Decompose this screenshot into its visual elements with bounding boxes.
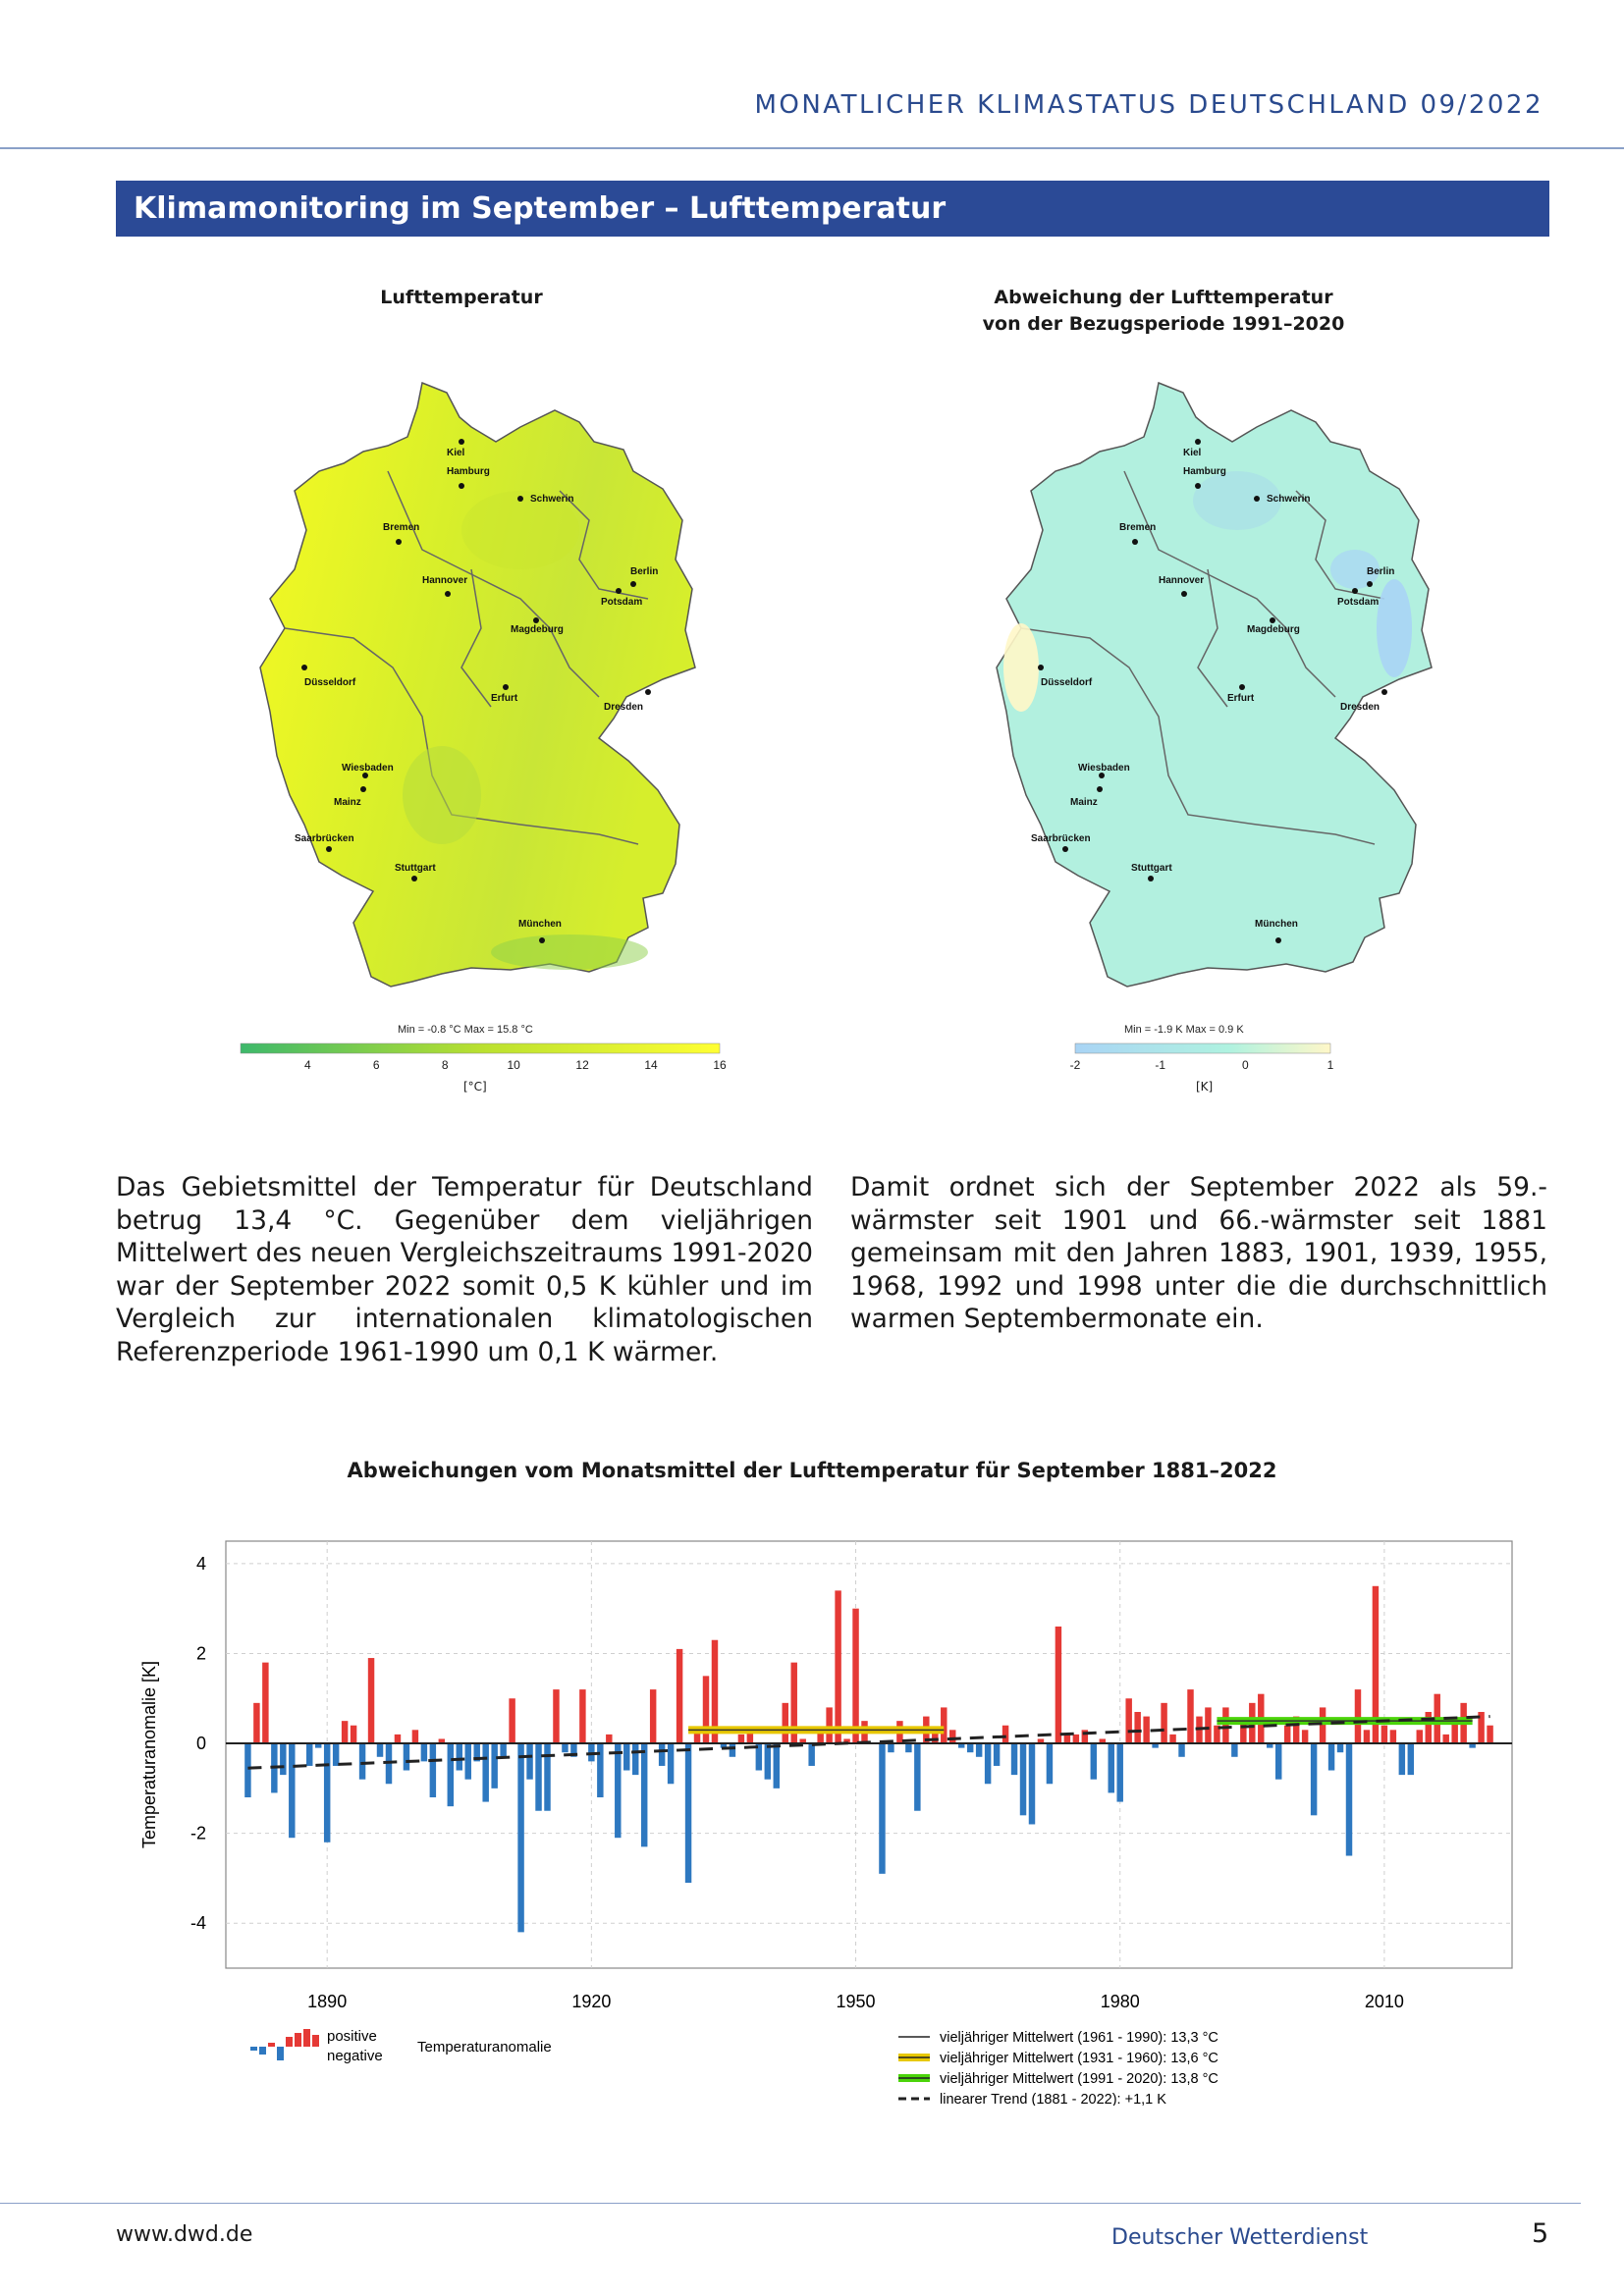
anomaly-bar bbox=[500, 1743, 506, 1757]
anomaly-bar bbox=[1091, 1743, 1097, 1780]
legend-entry: vieljähriger Mittelwert (1991 - 2020): 13,8 °C bbox=[940, 2071, 1218, 2087]
city-label: Kiel bbox=[1183, 448, 1202, 458]
city-label: Kiel bbox=[447, 448, 465, 458]
anomaly-bar bbox=[1311, 1743, 1317, 1815]
scale-tick-label: 8 bbox=[441, 1058, 449, 1072]
city-label: Saarbrücken bbox=[295, 833, 354, 844]
scale-tick-label: -1 bbox=[1155, 1058, 1165, 1072]
anomaly-bar bbox=[1161, 1703, 1166, 1743]
anomaly-bar bbox=[852, 1609, 858, 1743]
anomaly-bar bbox=[1134, 1712, 1140, 1743]
city-label: Dresden bbox=[604, 702, 644, 713]
y-tick-label: 4 bbox=[195, 1553, 206, 1574]
color-scale bbox=[1075, 1043, 1330, 1053]
legend-swatch bbox=[277, 2047, 284, 2060]
anomaly-bar bbox=[941, 1707, 947, 1743]
y-tick-label: 0 bbox=[195, 1734, 206, 1754]
anomaly-bar bbox=[333, 1743, 339, 1766]
plot-frame bbox=[226, 1541, 1512, 1968]
anomaly-bar bbox=[491, 1743, 497, 1789]
anomaly-bar bbox=[1020, 1743, 1026, 1815]
anomaly-bar bbox=[879, 1743, 885, 1874]
legend-entry: vieljähriger Mittelwert (1961 - 1990): 13,3 °C bbox=[940, 2030, 1218, 2046]
anomaly-bar bbox=[1073, 1735, 1079, 1743]
legend-entry: linearer Trend (1881 - 2022): +1,1 K bbox=[940, 2092, 1166, 2106]
scale-tick-label: 1 bbox=[1326, 1058, 1334, 1072]
city-label: Potsdam bbox=[601, 597, 643, 608]
legend-anomaly-label: Temperaturanomalie bbox=[417, 2039, 552, 2056]
section-title: Klimamonitoring im September – Lufttemperatur bbox=[116, 181, 1549, 237]
y-tick-label: -2 bbox=[189, 1823, 206, 1843]
anomaly-bar bbox=[368, 1658, 374, 1743]
anomaly-bar bbox=[905, 1743, 911, 1752]
city-label: Hamburg bbox=[1183, 466, 1226, 477]
anomaly-bar bbox=[659, 1743, 665, 1766]
city-label: Bremen bbox=[383, 522, 420, 533]
anomaly-bar bbox=[535, 1743, 541, 1811]
anomaly-bar bbox=[1143, 1717, 1149, 1743]
legend-swatch bbox=[295, 2033, 301, 2047]
anomaly-bar bbox=[465, 1743, 471, 1780]
anomaly-bar bbox=[1125, 1698, 1131, 1743]
anomaly-bar bbox=[1056, 1627, 1061, 1743]
city-label: Mainz bbox=[334, 797, 361, 808]
city-label: München bbox=[518, 919, 562, 930]
header-rule bbox=[0, 147, 1624, 149]
city-label: Stuttgart bbox=[1131, 863, 1172, 874]
x-tick-label: 2010 bbox=[1364, 1992, 1404, 2011]
city-label: Bremen bbox=[1119, 522, 1157, 533]
city-label: Wiesbaden bbox=[342, 763, 394, 774]
anomaly-bar bbox=[306, 1743, 312, 1766]
scale-tick-label: 12 bbox=[575, 1058, 589, 1072]
anomaly-bar bbox=[1231, 1743, 1237, 1757]
anomaly-bar bbox=[1355, 1689, 1361, 1743]
anomaly-bar bbox=[632, 1743, 638, 1775]
city-label: Saarbrücken bbox=[1031, 833, 1091, 844]
legend-entry: vieljähriger Mittelwert (1931 - 1960): 13,6 °C bbox=[940, 2051, 1218, 2066]
anomaly-bar bbox=[421, 1743, 427, 1761]
anomaly-bar bbox=[1284, 1726, 1290, 1743]
anomaly-bar bbox=[1337, 1743, 1343, 1752]
anomaly-bar bbox=[1116, 1743, 1122, 1802]
legend-swatch bbox=[268, 2043, 275, 2047]
anomaly-bar bbox=[615, 1743, 621, 1838]
anomaly-bar bbox=[783, 1703, 788, 1743]
city-label: Hannover bbox=[1159, 575, 1205, 586]
anomaly-bar bbox=[597, 1743, 603, 1797]
anomaly-bar bbox=[774, 1743, 780, 1789]
legend-negative: negative bbox=[327, 2048, 383, 2064]
anomaly-bar bbox=[1002, 1726, 1008, 1743]
scale-tick-label: -2 bbox=[1069, 1058, 1081, 1072]
anomaly-bar bbox=[1408, 1743, 1414, 1775]
city-label: Berlin bbox=[1367, 566, 1395, 577]
anomaly-bar bbox=[289, 1743, 295, 1838]
anomaly-bar bbox=[1187, 1689, 1193, 1743]
anomaly-bar bbox=[342, 1721, 348, 1743]
map-right-title bbox=[943, 285, 1384, 338]
map-right-title-line2: von der Bezugsperiode 1991–2020 bbox=[982, 313, 1345, 335]
scale-tick-label: 6 bbox=[372, 1058, 380, 1072]
anomaly-bar bbox=[1346, 1743, 1352, 1855]
header-title: MONATLICHER KLIMASTATUS DEUTSCHLAND 09/2022 bbox=[754, 90, 1543, 120]
anomaly-bar bbox=[650, 1689, 656, 1743]
anomaly-bar bbox=[738, 1735, 744, 1743]
legend-swatch bbox=[312, 2035, 319, 2047]
anomaly-bar bbox=[395, 1735, 401, 1743]
paragraph-right: Damit ordnet sich der September 2022 als 59.-wärmster seit 1901 und 66.-wärmster seit 1881 gemeinsam mit den Jahren 1883, 1901, 1939, 1955, 1968, 1992 und 1998 unter die die durchschnittlich warmen Septembermonate ein. bbox=[850, 1172, 1547, 1334]
anomaly-bar bbox=[1381, 1726, 1387, 1743]
anomaly-bar bbox=[509, 1698, 514, 1743]
anomaly-bar bbox=[641, 1743, 647, 1846]
anomaly-bar bbox=[324, 1743, 330, 1842]
anomaly-bar bbox=[526, 1743, 532, 1780]
city-label: Mainz bbox=[1070, 797, 1098, 808]
anomaly-bar bbox=[808, 1743, 814, 1766]
anomaly-bar bbox=[359, 1743, 365, 1780]
city-label: Düsseldorf bbox=[1041, 677, 1093, 688]
map-left-title: Lufttemperatur bbox=[380, 287, 543, 308]
anomaly-bar bbox=[544, 1743, 550, 1811]
anomaly-bar bbox=[1364, 1730, 1370, 1743]
anomaly-bar bbox=[280, 1743, 286, 1775]
y-axis-label: Temperaturanomalie [K] bbox=[139, 1660, 159, 1849]
anomaly-bar bbox=[412, 1730, 418, 1743]
anomaly-bar bbox=[579, 1689, 585, 1743]
anomaly-bar bbox=[262, 1663, 268, 1743]
anomaly-bar bbox=[606, 1735, 612, 1743]
anomaly-bar bbox=[1487, 1726, 1492, 1743]
anomaly-bar bbox=[457, 1743, 462, 1770]
x-tick-label: 1890 bbox=[307, 1992, 348, 2011]
map-right bbox=[962, 373, 1473, 1080]
city-label: Dresden bbox=[1340, 702, 1380, 713]
anomaly-bar bbox=[914, 1743, 920, 1811]
anomaly-bar bbox=[1275, 1743, 1281, 1780]
map-left bbox=[226, 373, 736, 1080]
city-label: Potsdam bbox=[1337, 597, 1380, 608]
footer-rule bbox=[0, 2203, 1581, 2204]
anomaly-bar bbox=[1302, 1730, 1308, 1743]
anomaly-bar bbox=[1328, 1743, 1334, 1770]
anomaly-bar bbox=[351, 1726, 356, 1743]
anomaly-bar bbox=[482, 1743, 488, 1802]
anomaly-bar bbox=[517, 1743, 523, 1932]
map-stats: Min = -1.9 K Max = 0.9 K bbox=[1124, 1024, 1244, 1036]
anomaly-bar bbox=[1442, 1735, 1448, 1743]
anomaly-bar bbox=[377, 1743, 383, 1757]
legend-swatch bbox=[250, 2047, 257, 2051]
legend-swatch bbox=[259, 2047, 266, 2055]
anomaly-bar bbox=[430, 1743, 436, 1797]
chart-title: Abweichungen vom Monatsmittel der Lufttemperatur für September 1881–2022 bbox=[347, 1459, 1277, 1482]
scale-tick-label: 4 bbox=[303, 1058, 311, 1072]
city-label: Schwerin bbox=[1267, 494, 1311, 505]
anomaly-bar bbox=[404, 1743, 409, 1770]
anomaly-bar bbox=[1222, 1707, 1228, 1743]
y-tick-label: 2 bbox=[195, 1643, 206, 1664]
scale-tick-label: 10 bbox=[507, 1058, 520, 1072]
x-tick-label: 1920 bbox=[571, 1992, 612, 2011]
anomaly-bar bbox=[994, 1743, 1000, 1766]
city-label: Düsseldorf bbox=[304, 677, 356, 688]
anomaly-bar bbox=[730, 1743, 735, 1757]
anomaly-bar bbox=[949, 1730, 955, 1743]
city-label: Magdeburg bbox=[1247, 624, 1300, 635]
city-label: München bbox=[1255, 919, 1298, 930]
legend-positive: positive bbox=[327, 2028, 377, 2045]
map-stats: Min = -0.8 °C Max = 15.8 °C bbox=[398, 1024, 533, 1036]
anomaly-bar bbox=[244, 1743, 250, 1797]
anomaly-bar bbox=[835, 1590, 840, 1743]
anomaly-bar bbox=[1417, 1730, 1423, 1743]
anomaly-bar bbox=[765, 1743, 771, 1780]
scale-unit: [°C] bbox=[463, 1080, 487, 1094]
anomaly-bar bbox=[1169, 1735, 1175, 1743]
anomaly-bar bbox=[1064, 1735, 1070, 1743]
anomaly-bar bbox=[888, 1743, 893, 1752]
paragraph-left: Das Gebietsmittel der Temperatur für Deutschland betrug 13,4 °C. Gegenüber dem vieljährigen Mittelwert des neuen Vergleichszeitraums 1991-2020 war der September 2022 somit 0,5 K kühler und im Vergleich zur internationalen klimatologischen Referenzperiode 1961-1990 um 0,1 K wärmer. bbox=[116, 1172, 813, 1367]
color-scale bbox=[241, 1043, 720, 1053]
anomaly-bar bbox=[1390, 1730, 1396, 1743]
anomaly-bar bbox=[826, 1707, 832, 1743]
footer-org: Deutscher Wetterdienst bbox=[1111, 2225, 1369, 2250]
anomaly-bar bbox=[448, 1743, 454, 1806]
anomaly-bar bbox=[668, 1743, 674, 1784]
anomaly-bar bbox=[985, 1743, 991, 1784]
scale-tick-label: 16 bbox=[713, 1058, 727, 1072]
city-label: Magdeburg bbox=[511, 624, 564, 635]
scale-tick-label: 14 bbox=[644, 1058, 658, 1072]
footer-url[interactable]: www.dwd.de bbox=[116, 2222, 253, 2247]
city-label: Erfurt bbox=[491, 693, 518, 704]
legend-swatch bbox=[286, 2037, 293, 2047]
anomaly-bar bbox=[553, 1689, 559, 1743]
anomaly-bar bbox=[1399, 1743, 1405, 1775]
anomaly-bar bbox=[1047, 1743, 1053, 1784]
city-label: Hannover bbox=[422, 575, 468, 586]
anomaly-bar bbox=[1109, 1743, 1114, 1792]
x-tick-label: 1980 bbox=[1100, 1992, 1140, 2011]
city-label: Wiesbaden bbox=[1078, 763, 1130, 774]
city-label: Stuttgart bbox=[395, 863, 436, 874]
anomaly-bar bbox=[685, 1743, 691, 1883]
anomaly-bar bbox=[1426, 1712, 1432, 1743]
scale-tick-label: 0 bbox=[1241, 1058, 1249, 1072]
map-right-title-line1: Abweichung der Lufttemperatur bbox=[994, 287, 1333, 308]
city-label: Hamburg bbox=[447, 466, 490, 477]
city-label: Schwerin bbox=[530, 494, 574, 505]
y-tick-label: -4 bbox=[189, 1913, 206, 1934]
x-tick-label: 1950 bbox=[836, 1992, 876, 2011]
anomaly-bar bbox=[1320, 1707, 1326, 1743]
anomaly-bar bbox=[677, 1649, 682, 1743]
page-number: 5 bbox=[1532, 2218, 1549, 2249]
anomaly-bar bbox=[253, 1703, 259, 1743]
anomaly-bar bbox=[623, 1743, 629, 1770]
scale-unit: [K] bbox=[1196, 1080, 1214, 1094]
anomaly-bar bbox=[967, 1743, 973, 1752]
legend-swatch bbox=[303, 2029, 310, 2047]
anomaly-bar bbox=[562, 1743, 568, 1752]
anomaly-bar bbox=[1178, 1743, 1184, 1757]
city-label: Erfurt bbox=[1227, 693, 1255, 704]
anomaly-chart bbox=[118, 1517, 1542, 2106]
anomaly-bar bbox=[1011, 1743, 1017, 1775]
city-label: Berlin bbox=[630, 566, 659, 577]
anomaly-bar bbox=[1205, 1707, 1211, 1743]
anomaly-bar bbox=[976, 1743, 982, 1757]
anomaly-bar bbox=[1029, 1743, 1035, 1824]
